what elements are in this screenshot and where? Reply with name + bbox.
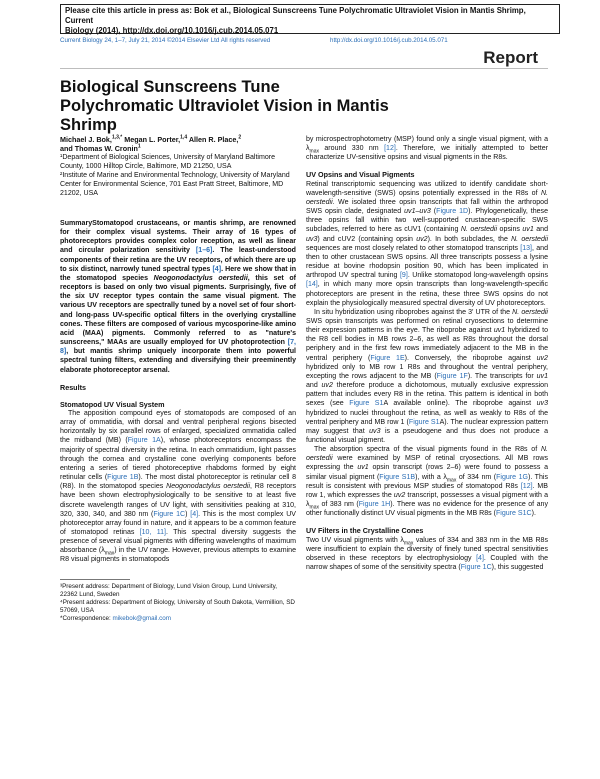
summary-text-2: . The least-understood components of their retina are the UV receptors, of which there are up to six distinct, narrowly tuned spectral types	[60, 247, 296, 273]
d-text-5: of 334 nm (	[456, 473, 497, 481]
b-text-2: . We isolated three opsin transcripts that fall within the arthropod SWS opsin clade, designated	[306, 198, 548, 216]
b-text-7: ) and cUV2 (containing opsin	[317, 235, 417, 243]
d-text-1: The absorption spectra of the visual pigments found in the R8s of	[314, 446, 541, 454]
c-text-5: hybridized only to MB row 1 R8s and throughout the ventral periphery, excepting the rows adjacent to the MB (	[306, 363, 548, 380]
ref-figure-1g[interactable]: Figure 1G	[496, 473, 528, 481]
ref-figure-s1b[interactable]: Figure S1B	[379, 473, 416, 481]
cont-text-2: around 330 nm	[318, 145, 385, 153]
c-it-6: uv1	[536, 372, 548, 380]
results-text-6: . This spectral diversity suggests the presence of several visual pigments with differing wavelengths of maximum absorbance (λ	[60, 529, 296, 555]
cont-text-1: by microspectrophotometry (MSP) found only a single visual pigment, with a λ	[306, 136, 548, 153]
citation-line-2: Biology (2014), http://dx.doi.org/10.1016/j.cub.2014.05.071	[65, 26, 279, 35]
b-it-2: uv1–uv3	[404, 208, 431, 216]
subsection-uv-opsins: UV Opsins and Visual Pigments	[306, 170, 415, 180]
b-text-1: Retinal transcriptomic sequencing was utilized to identify candidate short-wavelength-sensitive (SWS) opsins potentially expressed in the R8s of	[306, 180, 548, 197]
ref-figure-s1-b[interactable]: Figure S1	[408, 418, 440, 426]
author-list	[60, 135, 296, 153]
b-text-5: opsins	[497, 226, 523, 234]
ref-figure-s1-a[interactable]: Figure S1	[349, 400, 384, 408]
author-place: Allen R. Place,	[187, 135, 239, 144]
e-text-3: . Coupled with the narrow shapes of some of the sensitivity spectra (	[306, 554, 548, 572]
right-column	[306, 135, 548, 572]
ref-figure-1e[interactable]: Figure 1E	[370, 354, 405, 362]
c-it-7: uv2	[321, 382, 333, 390]
ref-12b[interactable]: [12]	[520, 482, 533, 490]
affiliation-1: ¹Department of Biological Sciences, University of Maryland Baltimore County, 1000 Hilltop Circle, Baltimore, MD 21250, USA	[60, 154, 276, 170]
results-text-3: ). The most distal photoreceptor is retinular cell 8 (R8). In the stomatopod species	[60, 474, 297, 491]
c-text-4: ). Conversely, the riboprobe against	[404, 354, 537, 362]
author-cronin: and Thomas W. Cronin	[60, 144, 138, 153]
ref-10-11[interactable]: [10, 11]	[139, 529, 166, 536]
c-text-9: A available online). The riboprobe against	[383, 400, 537, 408]
d-sub-4: max	[446, 477, 457, 484]
c-text-2: SWS opsin transcripts was performed on retinal cryosections to determine their expression patterns in the eye. The riboprobe against	[306, 317, 548, 335]
opsins-paragraph-3	[306, 445, 548, 518]
summary-ref-3[interactable]: [7, 8]	[60, 339, 296, 356]
ref-figure-1d[interactable]: Figure 1D	[436, 208, 469, 216]
summary-ref-2[interactable]: [4]	[212, 265, 222, 273]
opsins-paragraph-1	[306, 180, 548, 308]
ref-figure-1b[interactable]: Figure 1B	[107, 474, 139, 482]
d-text-7: . MB row 1, which expresses the	[306, 482, 548, 499]
d-text-6: ). This result is consistent with previous MSP studies of stomatopod R8s	[306, 473, 548, 490]
results-species: Neogonodactylus oerstedii	[166, 483, 251, 491]
affiliations	[60, 153, 296, 198]
c-it-2: uv1	[493, 327, 506, 335]
summary-paragraph	[60, 219, 296, 375]
correspondence-label: *Correspondence:	[60, 614, 113, 622]
c-text-11: A). The nuclear expression pattern may suggest that	[306, 418, 548, 435]
summary-text-4: , this set of receptors is based on only two visual pigments. Surprisingly, five of the six UV receptor types contain the same visual pigment. The various UV receptors are spectrally tuned by a novel set of four short- and long-pass UV-specific optical filters in the overlying crystalline cones. These filters are composed of various mycosporine-like amino acid (MAA) pigments. Commonly referred to as "nature's sunscreens," MAAs are usually employed for UV photoprotection	[60, 274, 296, 347]
b-it-6: uv3	[306, 235, 318, 243]
b-text-9: sequences are most closely related to other stomatopod transcripts	[306, 244, 521, 252]
c-it-9: uv3	[536, 400, 548, 408]
author-place-affil: 2	[238, 134, 242, 141]
d-text-8: transcript, possesses a visual pigment with a λ	[306, 491, 548, 509]
author-bok-affil: 1,3,*	[111, 134, 123, 141]
header-divider	[60, 68, 548, 69]
results-text-4: , R8 receptors have been shown electrophysiologically to be sensitive to at least five discrete wavelength ranges of UV light, with sensitivities peaking at 310, 320, 330, 340, and 380 nm (	[60, 483, 296, 518]
b-text-6: and	[533, 226, 549, 234]
ref-figure-1a[interactable]: Figure 1A	[127, 437, 161, 445]
subsection-uv-visual-system: Stomatopod UV Visual System	[60, 399, 165, 409]
c-it-4: uv2	[536, 354, 548, 362]
d-text-3: opsin transcript (rows 2–6) were found to possess a similar visual pigment (	[306, 464, 548, 481]
d-sub-8: max	[309, 504, 319, 511]
c-text-7: and	[306, 382, 322, 390]
b-it-7: uv2	[416, 235, 428, 243]
correspondence-email-link[interactable]: mikebok@gmail.com	[112, 614, 172, 622]
c-text-8: therefore produce a dichotomous, mutually exclusive expression pattern that includes every R8 in the retina. This pattern is identical in both sexes (see	[306, 382, 548, 408]
ref-4[interactable]: [4]	[190, 510, 199, 518]
d-text-4: ), with a λ	[415, 473, 447, 481]
c-text-6: ). The transcripts for	[467, 372, 537, 380]
doi-link[interactable]: http://dx.doi.org/10.1016/j.cub.2014.05.071	[330, 37, 448, 44]
c-species-1: N. oerstedii	[512, 308, 548, 316]
summary-text-1: SummaryStomatopod crustaceans, or mantis shrimp, are renowned for their complex visual systems. Their array of 16 types of photoreceptors provides complex color reception, as well as linear and circular polarization sensitivity	[60, 220, 296, 255]
ref-figure-s1c[interactable]: Figure S1C	[495, 510, 532, 518]
b-species-4: N. oerstedii	[460, 226, 498, 234]
ref-figure-1f[interactable]: Figure 1F	[436, 372, 468, 380]
ref-9[interactable]: [9]	[399, 272, 408, 280]
cont-text-3: . Therefore, we initially attempted to better characterize UV-sensitive opsins and visual pigments in the R8s.	[306, 145, 549, 162]
ref-12[interactable]: [12]	[384, 145, 396, 153]
opsins-paragraph-2	[306, 308, 548, 445]
e-text-4: ), this suggested	[491, 564, 544, 572]
ref-13[interactable]: [13]	[520, 244, 533, 252]
c-text-1: In situ hybridization using riboprobes against the 3′ UTR of the	[314, 308, 513, 316]
d-text-9: of 383 nm (	[318, 501, 359, 509]
author-porter: Megan L. Porter,	[122, 135, 181, 144]
cont-sub: max	[309, 148, 319, 155]
d-it-2: uv1	[357, 464, 369, 472]
subsection-uv-filters: UV Filters in the Crystalline Cones	[306, 526, 424, 536]
ref-figure-1c[interactable]: Figure 1C	[153, 510, 186, 518]
footnote-3: ³Present address: Department of Biology, Lund Vision Group, Lund University, 22362 Lund, Sweden	[60, 582, 278, 598]
e-text-1: Two UV visual pigments with λ	[306, 536, 404, 544]
article-type-label: Report	[483, 48, 538, 67]
citation-notice	[60, 4, 560, 34]
results-text-7: ) in the UV range. However, previous attempts to examine R8 visual pigments in stomatopods	[60, 547, 296, 564]
footnotes	[60, 583, 296, 623]
results-paragraph-1	[60, 409, 296, 565]
journal-info: Current Biology 24, 1–7, July 21, 2014 ©2014 Elsevier Ltd All rights reserved	[60, 37, 271, 44]
e-sub-1: max	[403, 539, 414, 546]
c-text-3: hybridized to the R8 cell bodies in MB rows 2–6, as well as R8s throughout the dorsal periphery and in the first few rows immediately adjacent to the MB in the ventral periphery (	[306, 327, 548, 362]
footnote-4: ⁴Present address: Department of Biology, University of South Dakota, Vermillion, SD 57069, USA	[60, 598, 295, 614]
footnote-correspondence	[60, 615, 296, 623]
left-column	[60, 135, 296, 623]
results-heading: Results	[60, 382, 86, 392]
lambda-max-sub: max	[104, 550, 115, 557]
b-text-10: , and then to other crustacean SWS opsins. All three transcripts possess a lysine residue at bovine rhodopsin position 90, which has been implicated in arthropod UV spectral tuning	[306, 244, 548, 280]
filters-paragraph-1	[306, 536, 548, 573]
d-text-2: were examined by MSP of retinal cryosections. All MB rows expressing the	[306, 455, 548, 472]
ref-14[interactable]: [14]	[306, 281, 318, 289]
ref-figure-1c-b[interactable]: Figure 1C	[460, 564, 492, 572]
b-text-4: ). Phylogenetically, these three opsins fall within two well-supported crustacean-specific SWS subclades, referred to here as cUV1 (containing	[306, 208, 549, 234]
summary-species: Neogonodactylus oerstedii	[153, 274, 248, 282]
summary-ref-1[interactable]: [1–6]	[195, 247, 213, 255]
article-title: Biological Sunscreens Tune Polychromatic Ultraviolet Vision in Mantis Shrimp	[60, 78, 389, 134]
results-text-4b: )	[185, 510, 191, 518]
results-text-5: . This is the most complex UV photoreceptor array found in nature, and it appears to be a common feature of stomatopod retinas	[60, 510, 296, 536]
b-text-11: . Unlike stomatopod long-wavelength opsins	[407, 272, 548, 280]
c-text-10: hybridized to nuclei throughout the retina, as well as weakly to R8s of the ventral periphery and MB row 1 (	[306, 409, 548, 426]
affiliation-2: ²Institute of Marine and Environmental Technology, University of Maryland Center for Environmental Science, 701 East Pratt Street, Baltimore, MD 21202, USA	[60, 172, 290, 197]
author-bok: Michael J. Bok,	[60, 135, 112, 144]
b-text-12: , in which many more opsin transcripts than long-wavelength-specific photoreceptors are present in the retina, these three SWS opsins do not explain the physiologically measured spectral diversity of UV photoreceptors.	[306, 281, 548, 307]
author-cronin-affil: 1	[137, 143, 141, 150]
footnote-divider	[60, 579, 130, 580]
summary-text-5: , but mantis shrimp uniquely incorporate them into powerful spectral tuning filters, extending and diversifying their preeminently elaborate photoreceptor arsenal.	[60, 348, 296, 374]
b-species-8: N. oerstedii	[511, 235, 549, 243]
d-text-11: ).	[531, 510, 536, 518]
b-species-1: N. oerstedii	[306, 189, 548, 206]
b-text-8: ). In both subclades, the	[427, 235, 512, 243]
citation-line-1: Please cite this article in press as: Bok et al., Biological Sunscreens Tune Polychromatic Ultraviolet Vision in Mantis Shrimp, Current	[65, 6, 526, 25]
d-it-7: uv2	[393, 491, 406, 499]
ref-figure-1h[interactable]: Figure 1H	[358, 501, 391, 509]
b-text-3: (	[430, 208, 437, 216]
continued-paragraph	[306, 135, 548, 162]
c-it-11: uv3	[369, 427, 381, 435]
author-porter-affil: 1,4	[180, 134, 188, 141]
d-species-1: N. oerstedii	[306, 446, 548, 463]
results-text-1: The apposition compound eyes of stomatopods are composed of an array of ommatidia, with dorsal and ventral peripheral regions bisected horizontally by six parallel rows of enlarged, specialized ommatidia called the midband (MB) (	[60, 409, 296, 445]
ref-4b[interactable]: [4]	[476, 554, 484, 562]
d-text-10: ). There was no evidence for the presence of any other functionally distinct UV visual pigments in the MB R8s (	[306, 501, 548, 518]
summary-text-3: . Here we show that in the stomatopod species	[60, 265, 297, 282]
results-text-2: ), whose photoreceptors encompass the majority of spectral diversity in the retina. In each ommatidium, light passes through the cornea and crystalline cone overlying components before entering a series of tiered photoreceptive rhabdoms formed by eight retinular cells (	[60, 437, 296, 482]
e-text-2: values of 334 and 383 nm in the MB R8s were insufficient to explain the diversity of finely tuned spectral sensitivities observed in these receptors by electrophysiology	[306, 536, 548, 562]
b-it-5: uv1	[522, 226, 534, 234]
c-text-12: is a pseudogene and thus does not produce a functional visual pigment.	[306, 427, 549, 444]
